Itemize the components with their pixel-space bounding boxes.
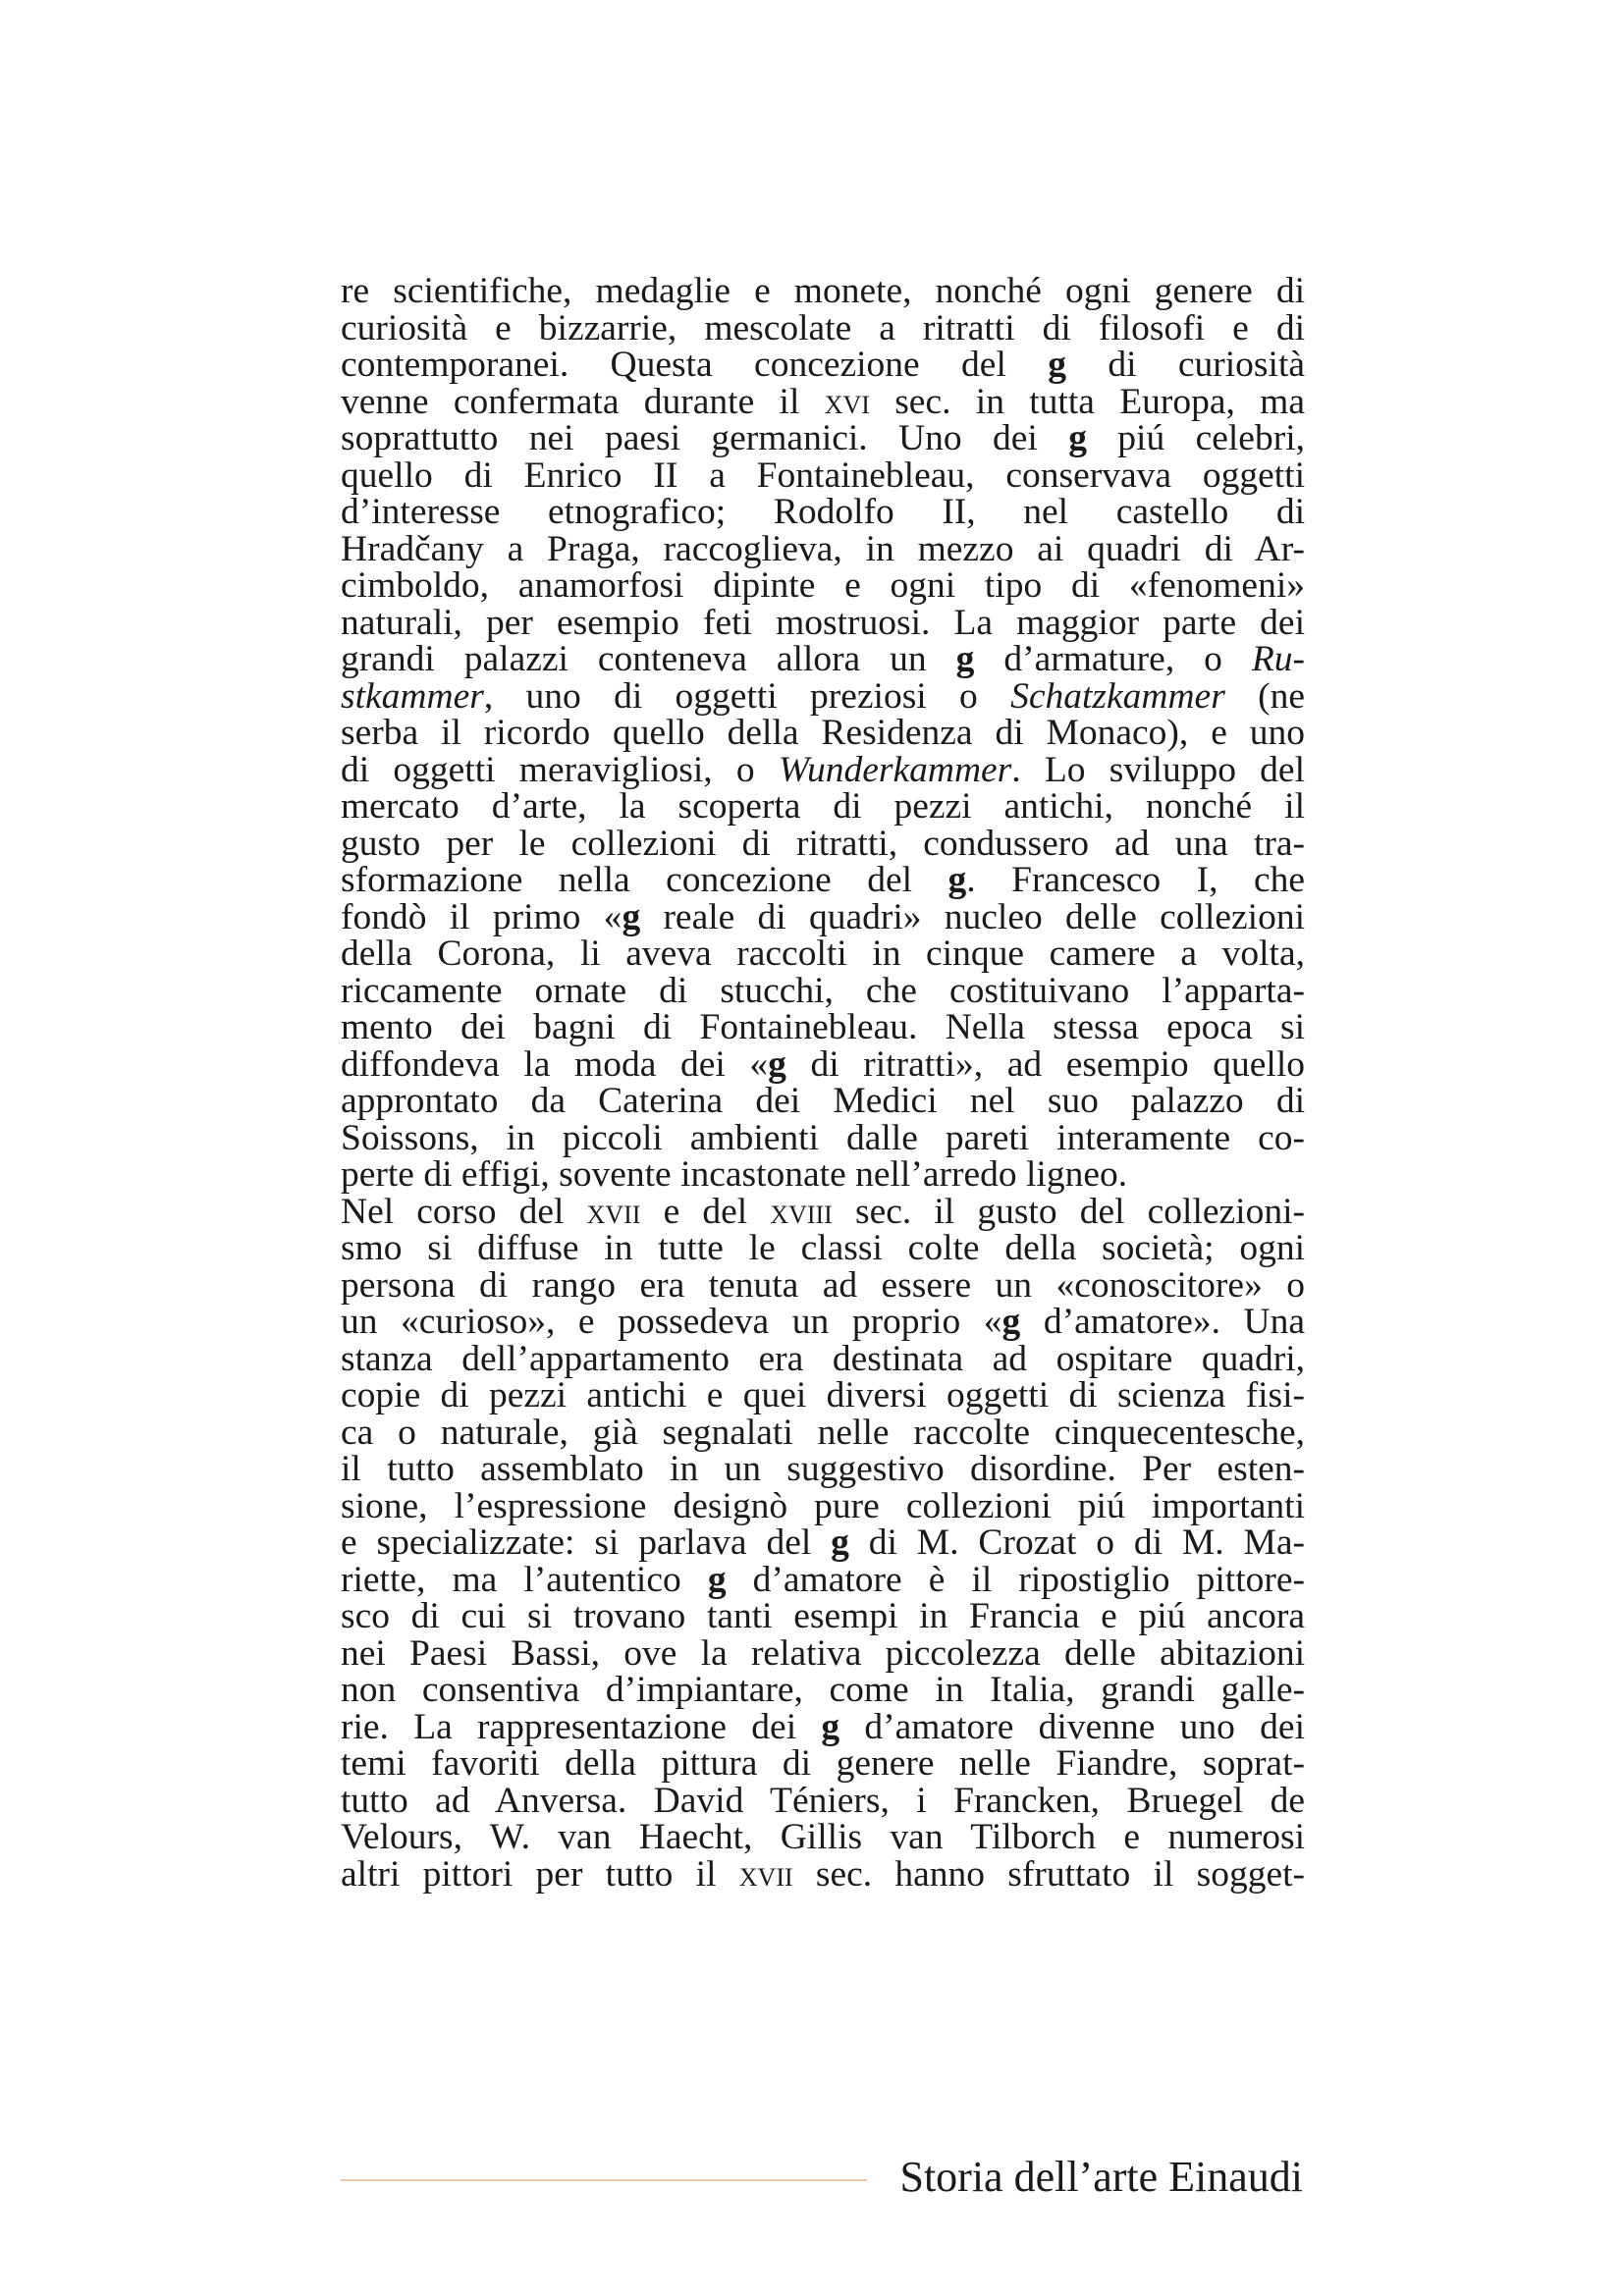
century-numeral: xviii: [770, 1191, 833, 1232]
text-line: [341, 1524, 1305, 1562]
text-run: di ritratti», ad esempio quello: [785, 1043, 1305, 1085]
text-run: di curiosità: [1065, 345, 1306, 385]
text-line: [341, 420, 1305, 457]
italic-term: Schatzkammer: [1010, 675, 1225, 717]
text-line: [341, 1451, 1305, 1488]
text-run: il tutto assemblato in un suggestivo disordine. Per esten-: [341, 1449, 1305, 1489]
italic-term: Wunderkammer: [778, 749, 1012, 790]
text-run: Nel corso del: [341, 1191, 587, 1232]
entry-abbreviation: g: [1068, 418, 1087, 458]
text-run: grandi palazzi conteneva allora un: [341, 639, 956, 679]
text-run: ca o naturale, già segnalati nelle raccolte cinquecentesche,: [341, 1412, 1305, 1453]
text-line: [341, 1304, 1305, 1341]
entry-abbreviation: g: [622, 896, 641, 937]
italic-term: stkammer: [341, 675, 484, 717]
italic-term: Ru-: [1251, 639, 1306, 679]
text-run: sec. hanno sfruttato il sogget-: [792, 1853, 1306, 1895]
text-run: reale di quadri» nucleo delle collezioni: [640, 896, 1305, 937]
text-run: d’amatore». Una: [1020, 1302, 1305, 1342]
text-run: smo si diffuse in tutte le classi colte della società; ogni: [341, 1228, 1305, 1268]
text-run: riette, ma l’autentico: [341, 1559, 708, 1600]
entry-abbreviation: g: [831, 1522, 849, 1563]
text-run: approntato da Caterina dei Medici nel suo palazzo di: [341, 1081, 1305, 1121]
text-line: [341, 1598, 1305, 1635]
text-line: [341, 1083, 1305, 1120]
text-line: [341, 1853, 1306, 1895]
text-run: Hradčany a Praga, raccoglieva, in mezzo ai quadri di Ar-: [341, 528, 1305, 569]
text-run: piú celebri,: [1086, 418, 1305, 458]
century-numeral: xvii: [738, 1853, 793, 1895]
text-run: nei Paesi Bassi, ove la relativa piccolezza delle abitazioni: [341, 1632, 1305, 1674]
text-run: mercato d’arte, la scoperta di pezzi antichi, nonché il: [341, 786, 1305, 827]
footer-divider: [341, 2179, 867, 2181]
text-run: naturali, per esempio feti mostruosi. La maggior parte dei: [341, 602, 1305, 643]
text-run: perte di effigi, sovente incastonate nell’arredo ligneo.: [341, 1154, 1128, 1195]
text-run: diffondeva la moda dei «: [341, 1043, 769, 1085]
text-run: (ne: [1224, 675, 1305, 717]
text-run: Soissons, in piccoli ambienti dalle pareti interamente co-: [341, 1117, 1305, 1158]
text-line: [341, 528, 1305, 569]
text-line: [341, 1485, 1305, 1526]
text-run: re scientifiche, medaglie e monete, nonché ogni genere di: [341, 271, 1305, 311]
text-run: persona di rango era tenuta ad essere un «conoscitore» o: [341, 1264, 1305, 1306]
text-line: [341, 347, 1305, 384]
text-line: [341, 273, 1305, 310]
text-run: d’armature, o: [974, 639, 1252, 679]
text-run: serba il ricordo quello della Residenza di Monaco), e uno: [341, 713, 1305, 753]
text-line: [341, 788, 1305, 826]
entry-abbreviation: g: [955, 639, 975, 679]
text-run: d’amatore è il ripostiglio pittore-: [726, 1559, 1305, 1600]
entry-abbreviation: g: [821, 1706, 840, 1747]
text-line: [341, 1009, 1305, 1046]
text-run: temi favoriti della pittura di genere nelle Fiandre, soprat-: [341, 1743, 1305, 1784]
text-run: non consentiva d’impiantare, come in Italia, grandi galle-: [341, 1670, 1305, 1710]
text-run: tutto ad Anversa. David Téniers, i Francken, Bruegel de: [341, 1780, 1305, 1821]
text-run: stanza dell’appartamento era destinata ad ospitare quadri,: [341, 1338, 1305, 1379]
text-run: di oggetti meravigliosi, o: [341, 749, 779, 790]
text-line: [341, 1156, 1305, 1194]
text-line: [341, 862, 1305, 899]
text-run: di M. Crozat o di M. Ma-: [848, 1522, 1305, 1563]
text-line: [341, 749, 1305, 790]
text-line: [341, 1230, 1305, 1267]
text-run: . Lo sviluppo del: [1011, 749, 1305, 790]
text-run: sec. il gusto del collezioni-: [832, 1191, 1306, 1232]
text-line: [341, 675, 1305, 717]
text-line: [341, 1191, 1306, 1232]
page-body-text: [341, 273, 1305, 1893]
text-run: un «curioso», e possedeva un proprio «: [341, 1302, 1002, 1342]
century-numeral: xvi: [824, 381, 870, 422]
text-line: [341, 896, 1305, 937]
text-run: rie. La rappresentazione dei: [341, 1706, 822, 1747]
text-run: quello di Enrico II a Fontainebleau, conservava oggetti: [341, 454, 1305, 496]
text-line: [341, 1043, 1305, 1085]
text-line: [341, 307, 1305, 348]
text-line: [341, 935, 1305, 973]
text-run: venne confermata durante il: [341, 381, 825, 422]
text-run: Velours, W. van Haecht, Gillis van Tilborch e numerosi: [341, 1817, 1305, 1857]
century-numeral: xvii: [586, 1191, 641, 1232]
text-run: d’amatore divenne uno dei: [839, 1706, 1305, 1747]
text-run: della Corona, li aveva raccolti in cinque camere a volta,: [341, 934, 1305, 974]
text-run: e specializzate: si parlava del: [341, 1522, 832, 1563]
text-run: . Francesco I, che: [966, 860, 1305, 900]
text-line: [341, 494, 1305, 531]
text-run: , uno di oggetti preziosi o: [483, 675, 1011, 717]
text-line: [341, 381, 1305, 422]
text-run: altri pittori per tutto il: [341, 1853, 739, 1895]
text-run: curiosità e bizzarrie, mescolate a ritratti di filosofi e di: [341, 307, 1305, 348]
text-run: copie di pezzi antichi e quei diversi oggetti di scienza fisi-: [341, 1375, 1305, 1415]
text-run: riccamente ornate di stucchi, che costituivano l’apparta-: [341, 970, 1305, 1011]
text-line: [341, 1672, 1305, 1709]
text-line: [341, 1264, 1305, 1306]
text-line: [341, 602, 1305, 643]
text-line: [341, 1117, 1305, 1158]
text-run: e del: [640, 1191, 771, 1232]
text-line: [341, 1559, 1305, 1600]
entry-abbreviation: g: [707, 1559, 727, 1600]
text-line: [341, 567, 1305, 605]
text-line: [341, 1819, 1305, 1856]
text-run: fondò il primo «: [341, 896, 622, 937]
text-line: [341, 1632, 1305, 1674]
text-run: sco di cui si trovano tanti esempi in Francia e piú ancora: [341, 1596, 1305, 1636]
text-run: gusto per le collezioni di ritratti, condussero ad una tra-: [341, 823, 1305, 864]
text-run: d’interesse etnografico; Rodolfo II, nel castello di: [341, 492, 1305, 532]
entry-abbreviation: g: [1001, 1302, 1021, 1342]
text-line: [341, 1412, 1305, 1453]
text-line: [341, 1338, 1305, 1379]
entry-abbreviation: g: [1048, 345, 1066, 385]
text-line: [341, 1377, 1305, 1415]
text-run: sformazione nella concezione del: [341, 860, 948, 900]
text-line: [341, 454, 1305, 496]
text-run: sione, l’espressione designò pure collezioni piú importanti: [341, 1485, 1305, 1526]
text-line: [341, 715, 1305, 752]
text-line: [341, 1706, 1305, 1747]
text-run: cimboldo, anamorfosi dipinte e ogni tipo di «fenomeni»: [341, 565, 1305, 606]
text-run: mento dei bagni di Fontainebleau. Nella stessa epoca si: [341, 1007, 1305, 1047]
footer-publication-title: Storia dell’arte Einaudi: [899, 2153, 1303, 2201]
text-line: [341, 1780, 1305, 1821]
text-run: contemporanei. Questa concezione del: [341, 345, 1049, 385]
entry-abbreviation: g: [768, 1043, 786, 1085]
entry-abbreviation: g: [947, 860, 967, 900]
text-line: [341, 970, 1305, 1011]
text-line: [341, 1745, 1305, 1783]
text-run: sec. in tutta Europa, ma: [869, 381, 1305, 422]
text-line: [341, 641, 1305, 678]
text-run: soprattutto nei paesi germanici. Uno dei: [341, 418, 1069, 458]
text-line: [341, 823, 1305, 864]
